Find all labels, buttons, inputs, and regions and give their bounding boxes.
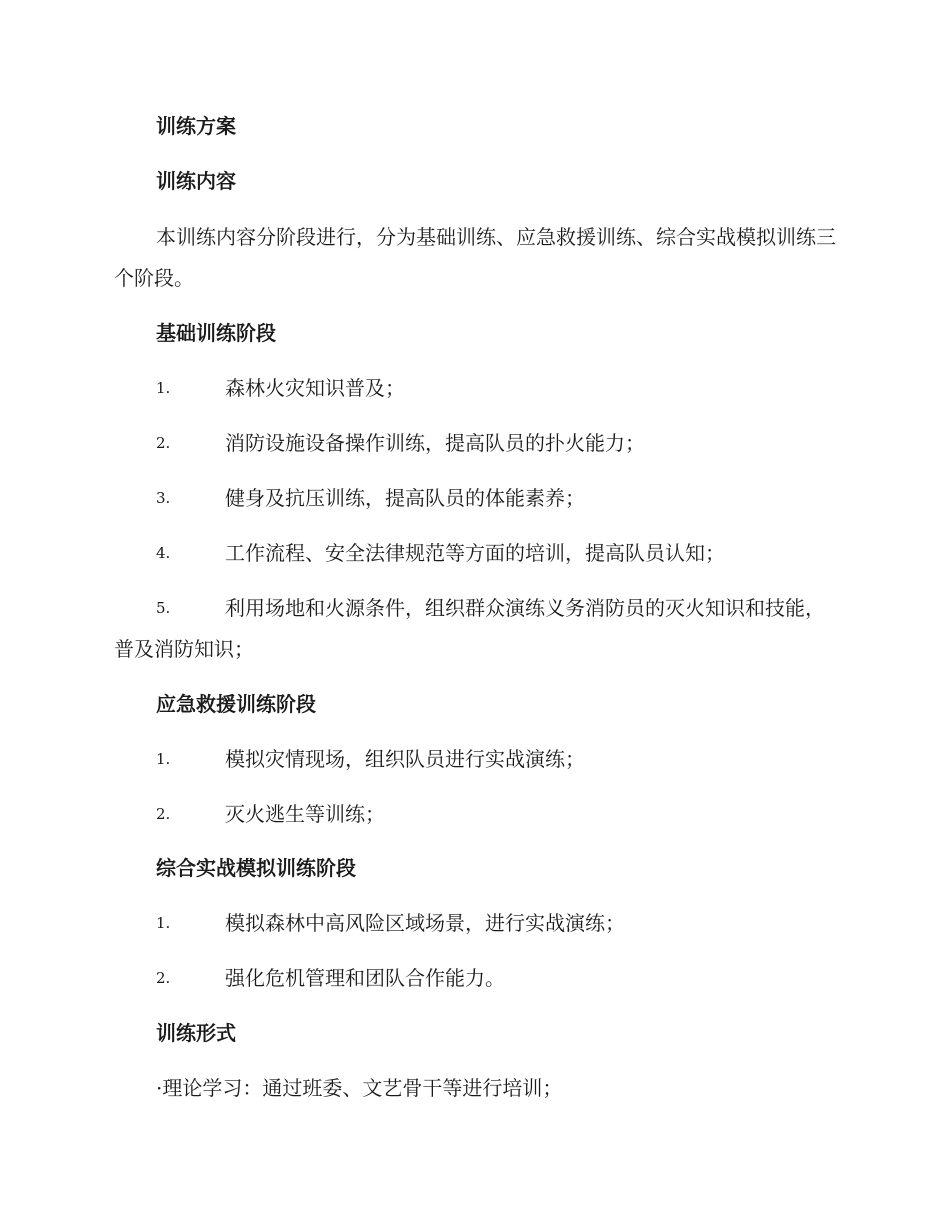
list-number: 1. [156,750,171,768]
list-item [156,794,846,835]
list-item [156,478,846,519]
list-text: 利用场地和火源条件，组织群众演练义务消防员的灭火知识和技能，普及消防知识； [114,596,825,661]
list-number: 1. [156,379,171,397]
list-number: 2. [156,805,171,823]
list-text: 模拟灾情现场，组织队员进行实战演练； [225,747,585,771]
list-item [156,903,846,944]
list-item [156,423,846,464]
plan-title: 训练方案 [156,114,236,138]
bullet-item [156,1068,562,1108]
bullet-text: 理论学习：通过班委、文艺骨干等进行培训； [162,1076,563,1100]
content-title: 训练内容 [156,169,236,193]
list-text: 灭火逃生等训练； [225,802,385,826]
list-item [156,533,846,574]
list-text: 消防设施设备操作训练，提高队员的扑火能力； [225,431,645,455]
list-number: 5. [156,599,171,617]
list-number: 2. [156,434,171,452]
training-form-heading: 训练形式 [156,1021,236,1045]
combat-stage-heading: 综合实战模拟训练阶段 [156,856,356,880]
list-text: 模拟森林中高风险区域场景，进行实战演练； [225,911,625,935]
basic-stage-heading: 基础训练阶段 [156,321,276,345]
list-item [156,958,846,999]
emergency-stage-heading: 应急救援训练阶段 [156,692,316,716]
intro-paragraph: 本训练内容分阶段进行，分为基础训练、应急救援训练、综合实战模拟训练三个阶段。 [114,225,836,290]
list-text: 强化危机管理和团队合作能力。 [225,966,505,990]
list-number: 2. [156,969,171,987]
list-number: 3. [156,489,171,507]
list-text: 工作流程、安全法律规范等方面的培训，提高队员认知； [225,541,725,565]
list-number: 1. [156,914,171,932]
list-number: 4. [156,544,171,562]
list-item [114,588,839,670]
list-item [156,368,846,409]
list-text: 森林火灾知识普及； [225,376,405,400]
bullet-icon: · [156,1076,163,1100]
list-item [156,739,846,780]
list-text: 健身及抗压训练，提高队员的体能素养； [225,486,585,510]
